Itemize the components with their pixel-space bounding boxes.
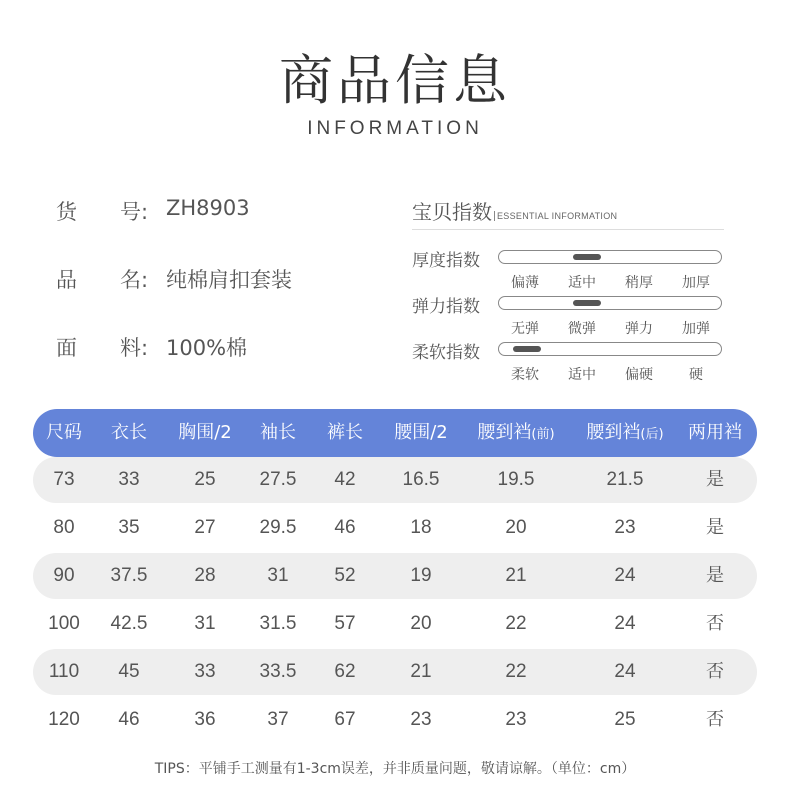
table-cell: 31	[194, 613, 216, 634]
table-cell: 45	[118, 661, 140, 682]
table-cell: 20	[410, 613, 432, 634]
table-cell: 36	[194, 709, 216, 730]
table-cell: 否	[706, 613, 724, 634]
column-header-size: 尺码	[46, 422, 82, 443]
table-cell: 27	[194, 517, 216, 538]
info-key-char: 面	[56, 336, 77, 360]
table-cell: 67	[334, 709, 356, 730]
index-option: 稍厚	[625, 275, 653, 291]
softness-index	[412, 338, 732, 386]
index-indicator	[573, 300, 601, 306]
table-cell: 27.5	[259, 469, 297, 490]
index-divider	[412, 229, 724, 230]
table-row	[33, 505, 757, 551]
index-option: 加厚	[682, 275, 710, 291]
table-row	[33, 553, 757, 599]
table-cell: 62	[334, 661, 356, 682]
column-header-length: 衣长	[111, 422, 147, 443]
table-cell: 37	[267, 709, 289, 730]
table-cell: 33	[118, 469, 140, 490]
table-cell: 100	[48, 613, 80, 634]
column-header-waist: 腰围/2	[394, 422, 448, 443]
elasticity-index	[412, 292, 732, 340]
page-title: 商品信息	[279, 49, 511, 112]
table-cell: 90	[53, 565, 75, 586]
table-row	[33, 697, 757, 743]
index-track	[498, 250, 722, 264]
info-value: 纯棉肩扣套装	[166, 268, 292, 292]
table-row	[33, 457, 757, 503]
table-cell: 28	[194, 565, 216, 586]
index-label: 弹力指数	[412, 297, 480, 317]
table-cell: 31.5	[259, 613, 297, 634]
column-header-pants-length: 裤长	[327, 422, 363, 443]
table-cell: 21.5	[606, 469, 644, 490]
index-option: 适中	[568, 367, 596, 383]
table-cell: 否	[706, 661, 724, 682]
table-cell: 33.5	[259, 661, 297, 682]
table-cell: 25	[194, 469, 216, 490]
table-cell: 23	[614, 517, 636, 538]
index-option: 无弹	[511, 321, 539, 337]
index-indicator	[573, 254, 601, 260]
table-cell: 46	[334, 517, 356, 538]
index-track	[498, 342, 722, 356]
table-cell: 29.5	[259, 517, 297, 538]
table-cell: 否	[706, 709, 724, 730]
table-cell: 19	[410, 565, 432, 586]
column-header-rise-front: 腰到裆(前)	[477, 422, 555, 443]
table-cell: 21	[410, 661, 432, 682]
index-indicator	[513, 346, 541, 352]
table-cell: 42.5	[110, 613, 148, 634]
index-title-cn: 宝贝指数	[412, 200, 492, 224]
table-cell: 46	[118, 709, 140, 730]
index-option: 弹力	[625, 321, 653, 337]
table-cell: 20	[505, 517, 527, 538]
page-subtitle: INFORMATION	[307, 118, 483, 139]
index-label: 柔软指数	[412, 343, 480, 363]
table-cell: 73	[53, 469, 75, 490]
index-option: 柔软	[511, 367, 539, 383]
info-key-char: 号:	[120, 200, 149, 224]
table-cell: 19.5	[497, 469, 535, 490]
tips-note: TIPS：平铺手工测量有1-3cm误差，并非质量问题，敬请谅解。（单位：cm）	[154, 761, 636, 777]
size-table-header	[33, 409, 757, 457]
table-cell: 57	[334, 613, 356, 634]
table-cell: 18	[410, 517, 432, 538]
info-key-char: 货	[56, 200, 77, 224]
info-key-char: 料:	[120, 336, 149, 360]
index-option: 加弹	[682, 321, 710, 337]
table-row	[33, 601, 757, 647]
info-key-char: 品	[56, 268, 77, 292]
table-cell: 是	[706, 565, 724, 586]
index-option: 偏硬	[625, 367, 653, 383]
table-cell: 16.5	[402, 469, 440, 490]
thickness-index	[412, 246, 732, 294]
table-cell: 是	[706, 469, 724, 490]
table-cell: 22	[505, 613, 527, 634]
table-cell: 25	[614, 709, 636, 730]
table-cell: 35	[118, 517, 140, 538]
table-cell: 23	[410, 709, 432, 730]
table-cell: 23	[505, 709, 527, 730]
index-option: 硬	[689, 367, 703, 383]
info-key-char: 名:	[120, 268, 149, 292]
table-cell: 24	[614, 565, 636, 586]
table-cell: 是	[706, 517, 724, 538]
index-option: 适中	[568, 275, 596, 291]
table-cell: 24	[614, 613, 636, 634]
table-cell: 24	[614, 661, 636, 682]
table-cell: 33	[194, 661, 216, 682]
index-option: 偏薄	[511, 275, 539, 291]
column-header-rise-back: 腰到裆(后)	[586, 422, 664, 443]
column-header-sleeve: 袖长	[260, 422, 296, 443]
table-cell: 110	[48, 661, 80, 682]
table-cell: 120	[48, 709, 80, 730]
table-cell: 31	[267, 565, 289, 586]
column-header-dual-crotch: 两用裆	[688, 422, 742, 443]
column-header-chest: 胸围/2	[178, 422, 232, 443]
index-track	[498, 296, 722, 310]
table-cell: 52	[334, 565, 356, 586]
info-value: 100%棉	[166, 336, 248, 360]
info-value: ZH8903	[166, 196, 250, 220]
table-row	[33, 649, 757, 695]
table-cell: 42	[334, 469, 356, 490]
table-cell: 80	[53, 517, 75, 538]
table-cell: 37.5	[110, 565, 148, 586]
table-cell: 21	[505, 565, 527, 586]
table-cell: 22	[505, 661, 527, 682]
index-option: 微弹	[568, 321, 596, 337]
index-title-en: ESSENTIAL INFORMATION	[494, 211, 617, 221]
index-panel-title	[412, 196, 617, 225]
index-label: 厚度指数	[412, 251, 480, 271]
